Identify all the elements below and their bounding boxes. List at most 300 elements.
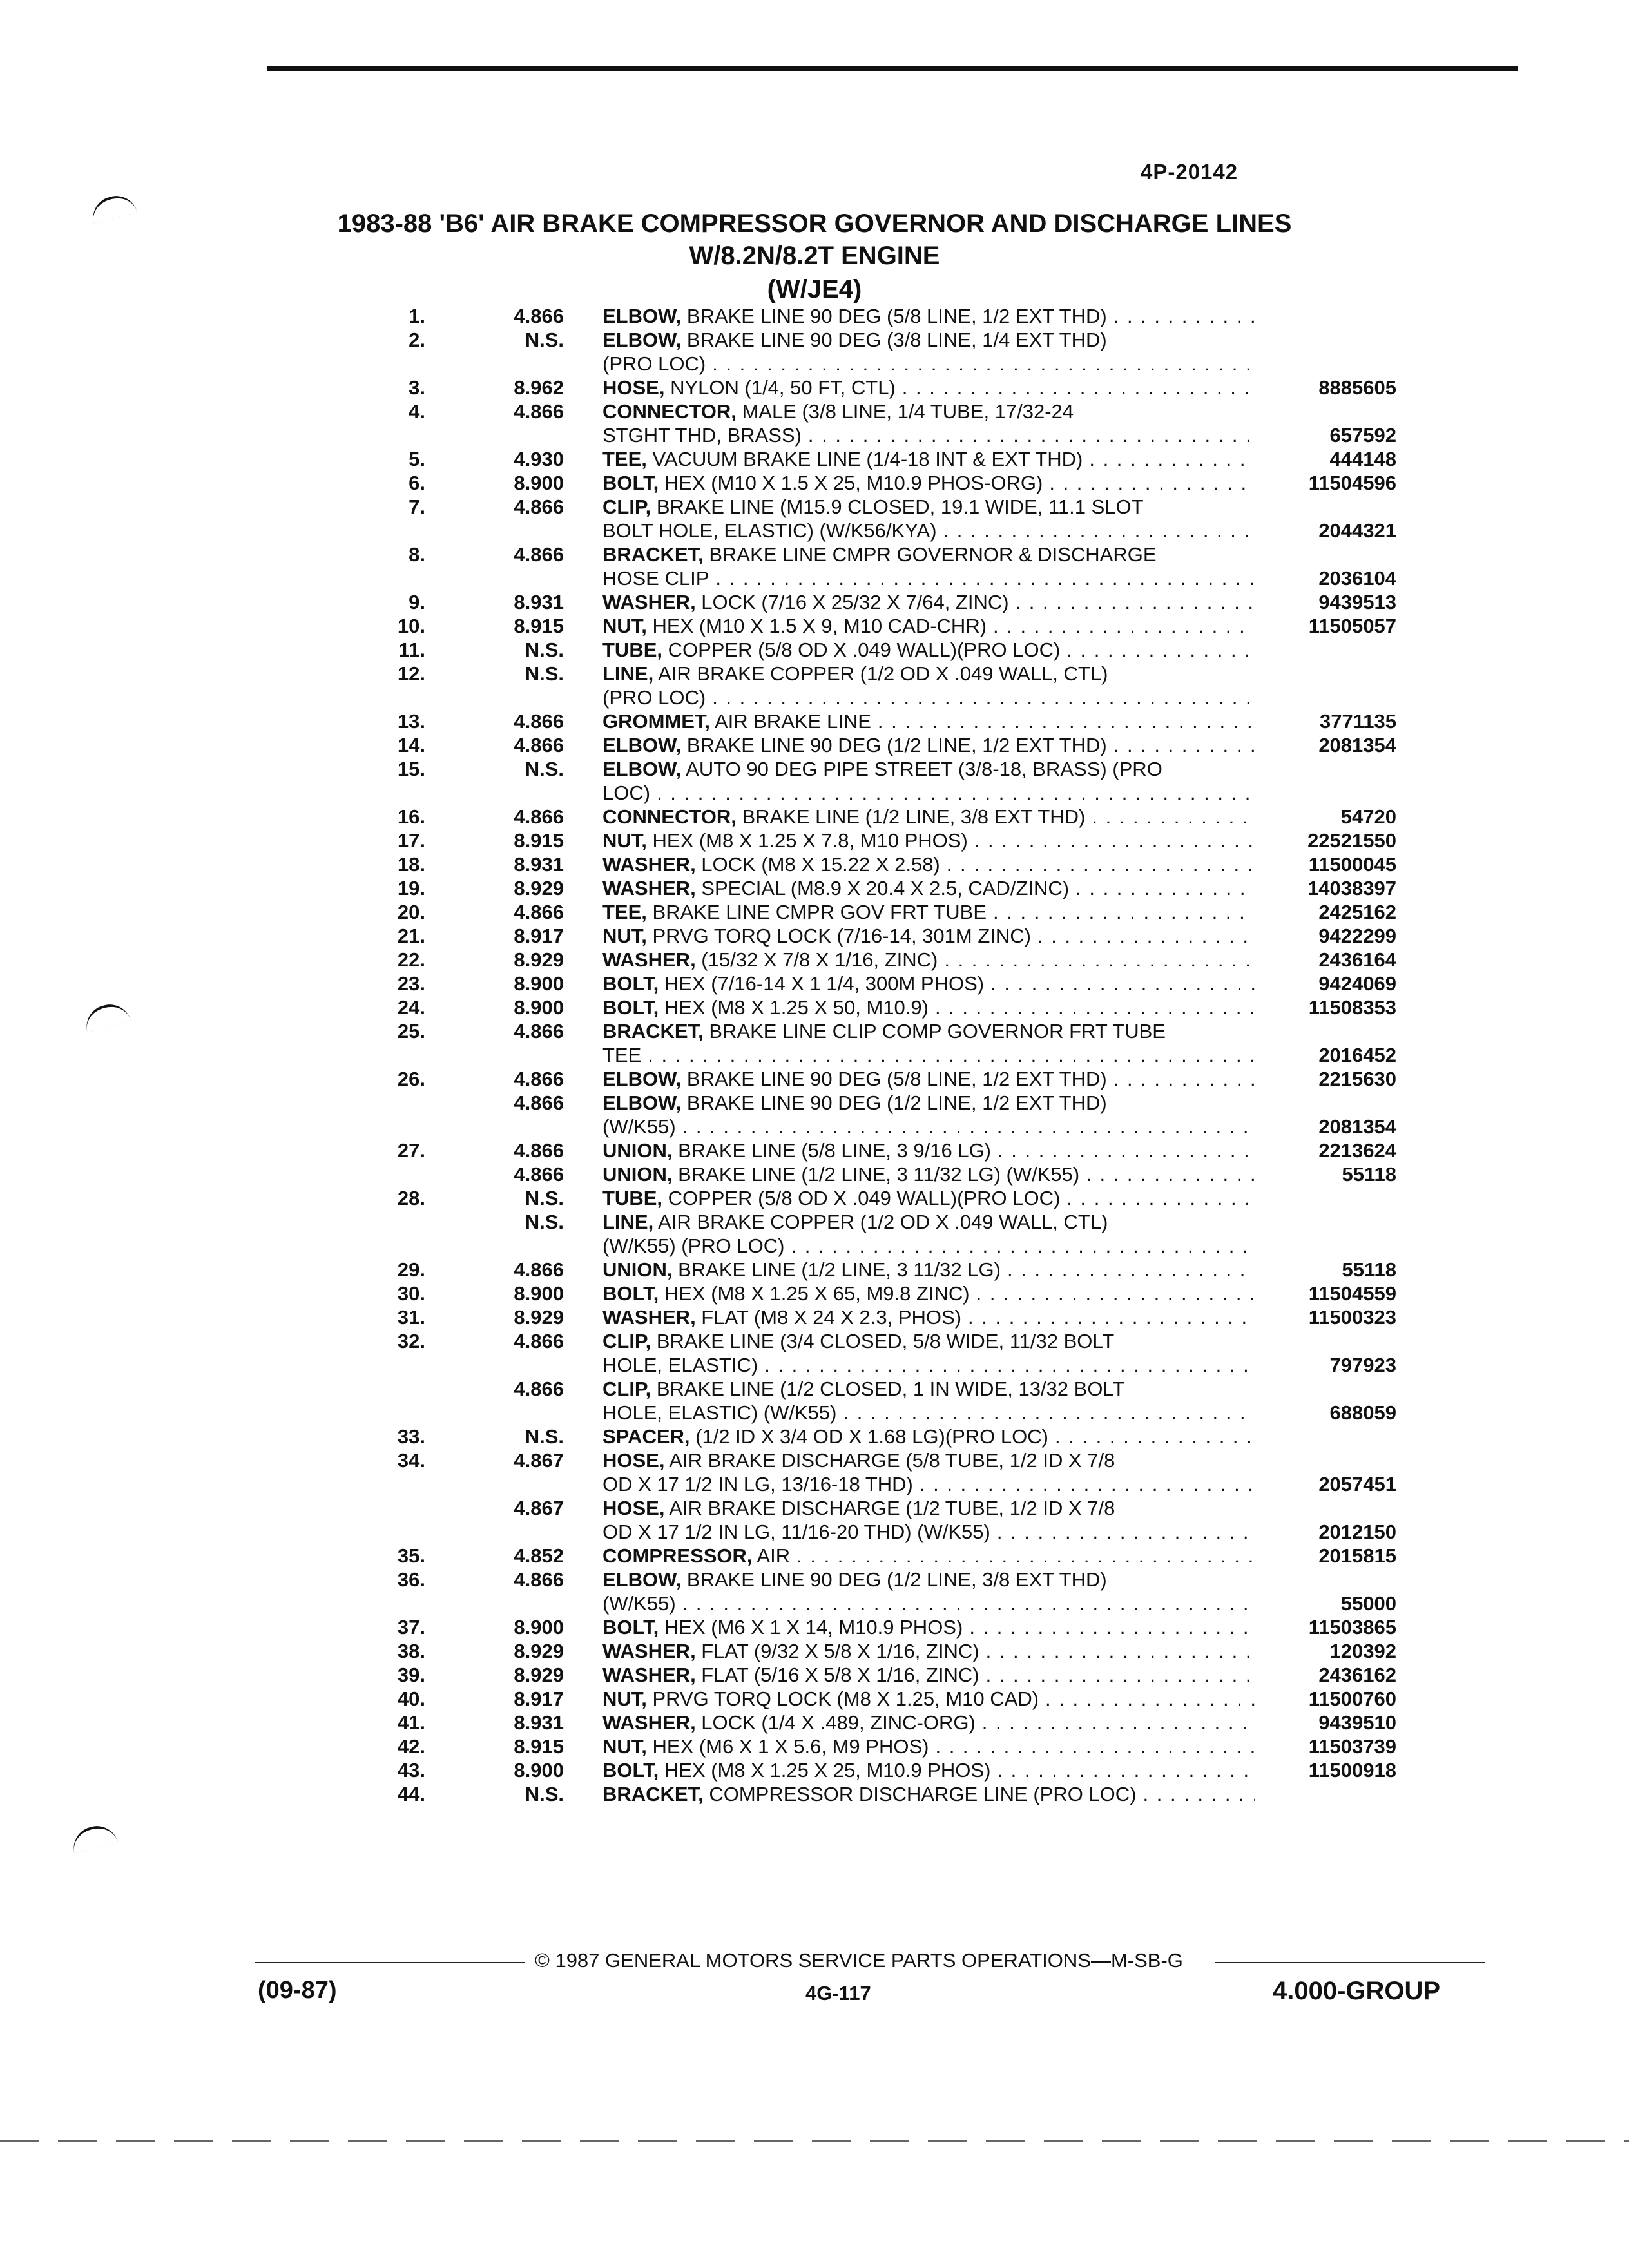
leader-dots [1007, 1258, 1255, 1282]
part-spec: AIR BRAKE COPPER (1/2 OD X .049 WALL, CTL) [653, 1211, 1108, 1233]
parts-list-item [348, 1425, 1431, 1448]
item-number: 6. [409, 472, 425, 494]
item-description [602, 1377, 1255, 1425]
parts-list-item [348, 1615, 1431, 1639]
part-name: CONNECTOR, [602, 400, 737, 423]
leader-dots [1045, 1687, 1255, 1711]
item-description [602, 1639, 1255, 1663]
item-number: 16. [397, 805, 425, 828]
item-number: 15. [397, 758, 425, 780]
group-number: N.S. [525, 639, 564, 661]
item-number: 35. [397, 1544, 425, 1567]
part-name: WASHER, [602, 1640, 696, 1662]
part-name: GROMMET, [602, 710, 711, 733]
leader-dots [843, 1401, 1255, 1425]
leader-dots [986, 1663, 1255, 1687]
leader-dots [682, 1591, 1255, 1615]
part-spec: COPPER (5/8 OD X .049 WALL)(PRO LOC) [662, 1187, 1061, 1209]
part-name: BRACKET, [602, 1783, 704, 1805]
group-number: 4.866 [514, 901, 564, 923]
item-description [602, 1067, 1255, 1091]
parts-list-item [348, 638, 1431, 662]
part-spec: BRAKE LINE 90 DEG (5/8 LINE, 1/2 EXT THD) [681, 1068, 1107, 1090]
parts-list-item [348, 1305, 1431, 1329]
part-spec: BRAKE LINE CMPR GOVERNOR & DISCHARGE [703, 543, 1157, 566]
item-number: 19. [397, 877, 425, 899]
group-number: 4.866 [514, 1258, 564, 1281]
part-number: 14038397 [1307, 877, 1396, 899]
part-spec: LOCK (1/4 X .489, ZINC-ORG) [695, 1711, 976, 1734]
part-number: 11500323 [1308, 1306, 1396, 1329]
item-description [602, 399, 1255, 447]
part-spec: HOLE, ELASTIC) (W/K55) [602, 1401, 837, 1424]
item-description [602, 543, 1255, 590]
parts-list-item [348, 924, 1431, 948]
leader-dots [993, 900, 1255, 924]
item-description [602, 614, 1255, 638]
parts-list-item [348, 1687, 1431, 1711]
part-spec: MALE (3/8 LINE, 1/4 TUBE, 17/32-24 [736, 400, 1074, 423]
part-number: 3771135 [1320, 710, 1396, 733]
part-number: 11504559 [1308, 1282, 1396, 1305]
leader-dots [1066, 1186, 1255, 1210]
part-spec: HEX (M6 X 1 X 14, M10.9 PHOS) [659, 1616, 963, 1639]
part-number: 11508353 [1308, 996, 1396, 1019]
part-number: 9422299 [1318, 925, 1396, 947]
leader-dots [935, 1735, 1255, 1758]
item-number: 38. [397, 1640, 425, 1662]
leader-dots [1037, 924, 1255, 948]
item-number: 30. [397, 1282, 425, 1305]
part-spec: LOCK (7/16 X 25/32 X 7/64, ZINC) [695, 591, 1009, 613]
part-number: 11505057 [1308, 615, 1396, 637]
parts-list-item [348, 471, 1431, 495]
leader-dots [878, 709, 1255, 733]
item-number: 20. [397, 901, 425, 923]
part-spec: STGHT THD, BRASS) [602, 424, 802, 447]
item-number: 39. [397, 1664, 425, 1686]
item-description [602, 1282, 1255, 1305]
leader-dots [657, 781, 1255, 805]
item-number: 3. [409, 376, 425, 399]
item-description [602, 924, 1255, 948]
leader-dots [920, 1472, 1255, 1496]
item-description [602, 1019, 1255, 1067]
part-number: 120392 [1329, 1640, 1396, 1662]
item-description [602, 757, 1255, 805]
parts-list-item [348, 852, 1431, 876]
footer-rule-right [1215, 1962, 1485, 1963]
item-description [602, 1329, 1255, 1377]
parts-list-item [348, 1711, 1431, 1735]
part-name: NUT, [602, 829, 647, 852]
parts-list-item [348, 972, 1431, 995]
part-name: WASHER, [602, 853, 696, 876]
part-spec: HOSE CLIP [602, 567, 709, 590]
part-spec: HEX (M10 X 1.5 X 25, M10.9 PHOS-ORG) [659, 472, 1043, 494]
parts-list-item [348, 590, 1431, 614]
part-number: 2425162 [1318, 901, 1396, 923]
parts-list-item [348, 328, 1431, 376]
part-spec: NYLON (1/4, 50 FT, CTL) [664, 376, 896, 399]
group-number: 8.915 [514, 615, 564, 637]
part-name: BRACKET, [602, 543, 704, 566]
part-name: NUT, [602, 1735, 647, 1758]
parts-list-item [348, 805, 1431, 829]
group-number: 8.929 [514, 948, 564, 971]
part-number: 444148 [1329, 448, 1396, 470]
part-name: SPACER, [602, 1425, 690, 1448]
part-name: WASHER, [602, 1306, 696, 1329]
group-number: 4.866 [514, 1139, 564, 1162]
parts-list-item [348, 1091, 1431, 1139]
part-spec: BRAKE LINE CMPR GOV FRT TUBE [646, 901, 987, 923]
group-number: 8.931 [514, 853, 564, 876]
item-description [602, 805, 1255, 829]
part-spec: TEE [602, 1044, 642, 1066]
part-number: 2213624 [1318, 1139, 1396, 1162]
item-description [602, 1687, 1255, 1711]
group-number: 8.917 [514, 1687, 564, 1710]
leader-dots [1113, 733, 1255, 757]
part-name: TUBE, [602, 1187, 662, 1209]
group-number: 8.929 [514, 1640, 564, 1662]
part-name: TEE, [602, 901, 647, 923]
part-name: UNION, [602, 1258, 673, 1281]
item-description [602, 1615, 1255, 1639]
group-number: 4.866 [514, 1091, 564, 1114]
part-number: 2057451 [1318, 1473, 1396, 1495]
part-spec: (W/K55) [602, 1115, 676, 1138]
item-description [602, 328, 1255, 376]
parts-list-item [348, 1186, 1431, 1210]
item-description [602, 1758, 1255, 1782]
part-name: NUT, [602, 615, 647, 637]
part-spec: BRAKE LINE (5/8 LINE, 3 9/16 LG) [672, 1139, 992, 1162]
group-number: 4.852 [514, 1544, 564, 1567]
part-name: CLIP, [602, 495, 651, 518]
leader-dots [982, 1711, 1255, 1735]
leader-dots [968, 1305, 1255, 1329]
part-number: 2012150 [1318, 1521, 1396, 1543]
part-number: 11503739 [1308, 1735, 1396, 1758]
item-number: 44. [397, 1783, 425, 1805]
part-spec: LOC) [602, 782, 651, 804]
group-number: 8.915 [514, 829, 564, 852]
part-number: 9439510 [1318, 1711, 1396, 1734]
group-number: 8.915 [514, 1735, 564, 1758]
page-code: 4P-20142 [1141, 160, 1239, 184]
part-name: CLIP, [602, 1330, 651, 1352]
item-description [602, 829, 1255, 852]
part-spec: PRVG TORQ LOCK (7/16-14, 301M ZINC) [646, 925, 1031, 947]
parts-list-item [348, 900, 1431, 924]
footer-rule-left [255, 1962, 525, 1963]
item-description [602, 852, 1255, 876]
part-spec: BRAKE LINE (3/4 CLOSED, 5/8 WIDE, 11/32 BOLT [651, 1330, 1115, 1352]
part-name: UNION, [602, 1163, 673, 1186]
item-description [602, 1711, 1255, 1735]
item-description [602, 638, 1255, 662]
leader-dots [944, 948, 1255, 972]
group-number: 8.929 [514, 1664, 564, 1686]
part-name: BRACKET, [602, 1020, 704, 1043]
scan-edge [0, 2140, 1629, 2142]
parts-list-item [348, 495, 1431, 543]
group-number: 8.900 [514, 1616, 564, 1639]
parts-list-item [348, 876, 1431, 900]
leader-dots [1049, 471, 1255, 495]
group-number: 8.900 [514, 472, 564, 494]
part-number: 2081354 [1318, 1115, 1396, 1138]
item-description [602, 1544, 1255, 1568]
part-number: 2015815 [1318, 1544, 1396, 1567]
group-number: 8.900 [514, 1282, 564, 1305]
leader-dots [808, 423, 1255, 447]
item-description [602, 995, 1255, 1019]
part-number: 2044321 [1318, 519, 1396, 542]
item-description [602, 304, 1255, 328]
part-spec: (W/K55) [602, 1592, 676, 1615]
item-description [602, 1663, 1255, 1687]
part-spec: VACUUM BRAKE LINE (1/4-18 INT & EXT THD) [646, 448, 1083, 470]
leader-dots [1086, 1162, 1255, 1186]
top-rule [267, 66, 1518, 71]
part-spec: BRAKE LINE 90 DEG (1/2 LINE, 1/2 EXT THD) [681, 1091, 1107, 1114]
group-number: 4.866 [514, 543, 564, 566]
item-description [602, 709, 1255, 733]
part-number: 11504596 [1308, 472, 1396, 494]
part-spec: FLAT (M8 X 24 X 2.3, PHOS) [695, 1306, 962, 1329]
part-spec: HEX (M8 X 1.25 X 65, M9.8 ZINC) [659, 1282, 970, 1305]
leader-dots [1016, 590, 1255, 614]
leader-dots [997, 1758, 1255, 1782]
part-number: 11500918 [1308, 1759, 1396, 1782]
part-spec: BRAKE LINE 90 DEG (5/8 LINE, 1/2 EXT THD) [681, 305, 1107, 327]
group-number: 8.931 [514, 1711, 564, 1734]
group-number: 4.866 [514, 1163, 564, 1186]
group-number: 4.866 [514, 1068, 564, 1090]
part-spec: COPPER (5/8 OD X .049 WALL)(PRO LOC) [662, 639, 1061, 661]
leader-dots [986, 1639, 1255, 1663]
item-number: 2. [409, 329, 425, 351]
part-name: WASHER, [602, 877, 696, 899]
part-number: 2215630 [1318, 1068, 1396, 1090]
part-number: 797923 [1329, 1354, 1396, 1376]
part-name: WASHER, [602, 948, 696, 971]
part-number: 54720 [1340, 805, 1396, 828]
part-name: WASHER, [602, 591, 696, 613]
part-spec: LOCK (M8 X 15.22 X 2.58) [695, 853, 940, 876]
item-number: 17. [397, 829, 425, 852]
part-name: TUBE, [602, 639, 662, 661]
part-spec: AIR [752, 1544, 791, 1567]
part-number: 2016452 [1318, 1044, 1396, 1066]
leader-dots [796, 1544, 1255, 1568]
group-number: 8.900 [514, 996, 564, 1019]
parts-list [348, 304, 1431, 1806]
leader-dots [648, 1043, 1255, 1067]
item-number: 42. [397, 1735, 425, 1758]
item-number: 12. [397, 662, 425, 685]
group-number: 4.867 [514, 1497, 564, 1519]
leader-dots [1143, 1782, 1255, 1806]
leader-dots [935, 995, 1255, 1019]
parts-list-item [348, 399, 1431, 447]
group-number: 8.900 [514, 1759, 564, 1782]
part-spec: FLAT (9/32 X 5/8 X 1/16, ZINC) [695, 1640, 979, 1662]
part-name: BOLT, [602, 1616, 659, 1639]
part-number: 11503865 [1308, 1616, 1396, 1639]
group-number: 4.866 [514, 1568, 564, 1591]
part-number: 2436162 [1318, 1664, 1396, 1686]
part-name: CONNECTOR, [602, 805, 737, 828]
leader-dots [976, 1282, 1255, 1305]
part-number: 2036104 [1318, 567, 1396, 590]
item-number: 23. [397, 972, 425, 995]
item-description [602, 1162, 1255, 1186]
part-name: HOSE, [602, 1497, 665, 1519]
group-number: 4.866 [514, 1378, 564, 1400]
part-name: BOLT, [602, 996, 659, 1019]
part-spec: AIR BRAKE LINE [710, 710, 871, 733]
part-number: 657592 [1329, 424, 1396, 447]
part-name: HOSE, [602, 1449, 665, 1472]
item-description [602, 495, 1255, 543]
group-number: N.S. [525, 1211, 564, 1233]
group-number: N.S. [525, 1783, 564, 1805]
part-spec: HEX (M8 X 1.25 X 50, M10.9) [659, 996, 929, 1019]
item-description [602, 1782, 1255, 1806]
item-number: 4. [409, 400, 425, 423]
item-description [602, 1305, 1255, 1329]
item-number: 10. [397, 615, 425, 637]
item-number: 22. [397, 948, 425, 971]
parts-list-item [348, 1568, 1431, 1615]
parts-list-item [348, 1782, 1431, 1806]
item-number: 40. [397, 1687, 425, 1710]
parts-list-item [348, 662, 1431, 709]
date-code: (09-87) [258, 1977, 337, 2004]
item-number: 21. [397, 925, 425, 947]
leader-dots [1092, 805, 1255, 829]
item-description [602, 471, 1255, 495]
group-number: 8.962 [514, 376, 564, 399]
item-number: 43. [397, 1759, 425, 1782]
item-number: 32. [397, 1330, 425, 1352]
part-spec: (15/32 X 7/8 X 1/16, ZINC) [695, 948, 938, 971]
item-description [602, 1210, 1255, 1258]
leader-dots [998, 1139, 1255, 1162]
leader-dots [764, 1353, 1255, 1377]
item-description [602, 662, 1255, 709]
part-spec: SPECIAL (M8.9 X 20.4 X 2.5, CAD/ZINC) [695, 877, 1070, 899]
part-number: 11500760 [1308, 1687, 1396, 1710]
page-number: 4G-117 [805, 1982, 871, 2004]
part-name: ELBOW, [602, 1091, 682, 1114]
margin-mark [82, 1000, 131, 1033]
page-title: 1983-88 'B6' AIR BRAKE COMPRESSOR GOVERNOR AND DISCHARGE LINES [337, 209, 1292, 238]
part-spec: FLAT (5/16 X 5/8 X 1/16, ZINC) [695, 1664, 979, 1686]
margin-mark [69, 1821, 118, 1854]
group-number: 4.866 [514, 1330, 564, 1352]
part-spec: BOLT HOLE, ELASTIC) (W/K56/KYA) [602, 519, 937, 542]
part-number: 11500045 [1308, 853, 1396, 876]
group-number: 8.929 [514, 877, 564, 899]
item-number: 34. [397, 1449, 425, 1472]
part-name: BOLT, [602, 1759, 659, 1782]
leader-dots [712, 352, 1255, 376]
page-subtitle: W/8.2N/8.2T ENGINE [689, 242, 940, 270]
leader-dots [1113, 1067, 1255, 1091]
part-spec: HEX (M10 X 1.5 X 9, M10 CAD-CHR) [646, 615, 987, 637]
item-number: 41. [397, 1711, 425, 1734]
part-spec: PRVG TORQ LOCK (M8 X 1.25, M10 CAD) [646, 1687, 1039, 1710]
part-name: ELBOW, [602, 758, 682, 780]
item-description [602, 1735, 1255, 1758]
parts-list-item [348, 948, 1431, 972]
parts-list-item [348, 1282, 1431, 1305]
part-name: WASHER, [602, 1711, 696, 1734]
leader-dots [791, 1234, 1255, 1258]
item-description [602, 1258, 1255, 1282]
leader-dots [943, 519, 1255, 543]
item-description [602, 948, 1255, 972]
parts-list-item [348, 376, 1431, 399]
item-number: 26. [397, 1068, 425, 1090]
parts-list-item [348, 1496, 1431, 1544]
item-number: 11. [398, 639, 425, 661]
group-label: 4.000-GROUP [1273, 1977, 1441, 2005]
part-name: BOLT, [602, 1282, 659, 1305]
group-number: 4.866 [514, 1020, 564, 1043]
group-number: N.S. [525, 758, 564, 780]
part-number: 8885605 [1318, 376, 1396, 399]
group-number: 4.866 [514, 305, 564, 327]
part-spec: (PRO LOC) [602, 686, 706, 709]
leader-dots [990, 972, 1255, 995]
item-description [602, 1139, 1255, 1162]
part-number: 688059 [1329, 1401, 1396, 1424]
item-number: 1. [409, 305, 425, 327]
part-name: ELBOW, [602, 1568, 682, 1591]
group-number: 4.866 [514, 495, 564, 518]
part-spec: (W/K55) (PRO LOC) [602, 1235, 785, 1257]
part-spec: BRAKE LINE (1/2 LINE, 3 11/32 LG) [672, 1258, 1001, 1281]
group-number: 8.917 [514, 925, 564, 947]
parts-list-item [348, 1544, 1431, 1568]
parts-list-item [348, 447, 1431, 471]
parts-list-item [348, 829, 1431, 852]
part-number: 55000 [1340, 1592, 1396, 1615]
part-spec: HEX (M8 X 1.25 X 7.8, M10 PHOS) [646, 829, 968, 852]
item-number: 13. [397, 710, 425, 733]
leader-dots [1089, 447, 1255, 471]
leader-dots [997, 1520, 1255, 1544]
part-spec: AIR BRAKE DISCHARGE (1/2 TUBE, 1/2 ID X 7/8 [664, 1497, 1115, 1519]
part-name: BOLT, [602, 472, 659, 494]
part-number: 22521550 [1307, 829, 1396, 852]
part-spec: BRAKE LINE CLIP COMP GOVERNOR FRT TUBE [703, 1020, 1166, 1043]
parts-list-item [348, 1377, 1431, 1425]
part-name: NUT, [602, 925, 647, 947]
part-name: BOLT, [602, 972, 659, 995]
item-number: 33. [397, 1425, 425, 1448]
part-name: WASHER, [602, 1664, 696, 1686]
item-number: 9. [409, 591, 425, 613]
part-name: ELBOW, [602, 329, 682, 351]
group-number: 4.867 [514, 1449, 564, 1472]
